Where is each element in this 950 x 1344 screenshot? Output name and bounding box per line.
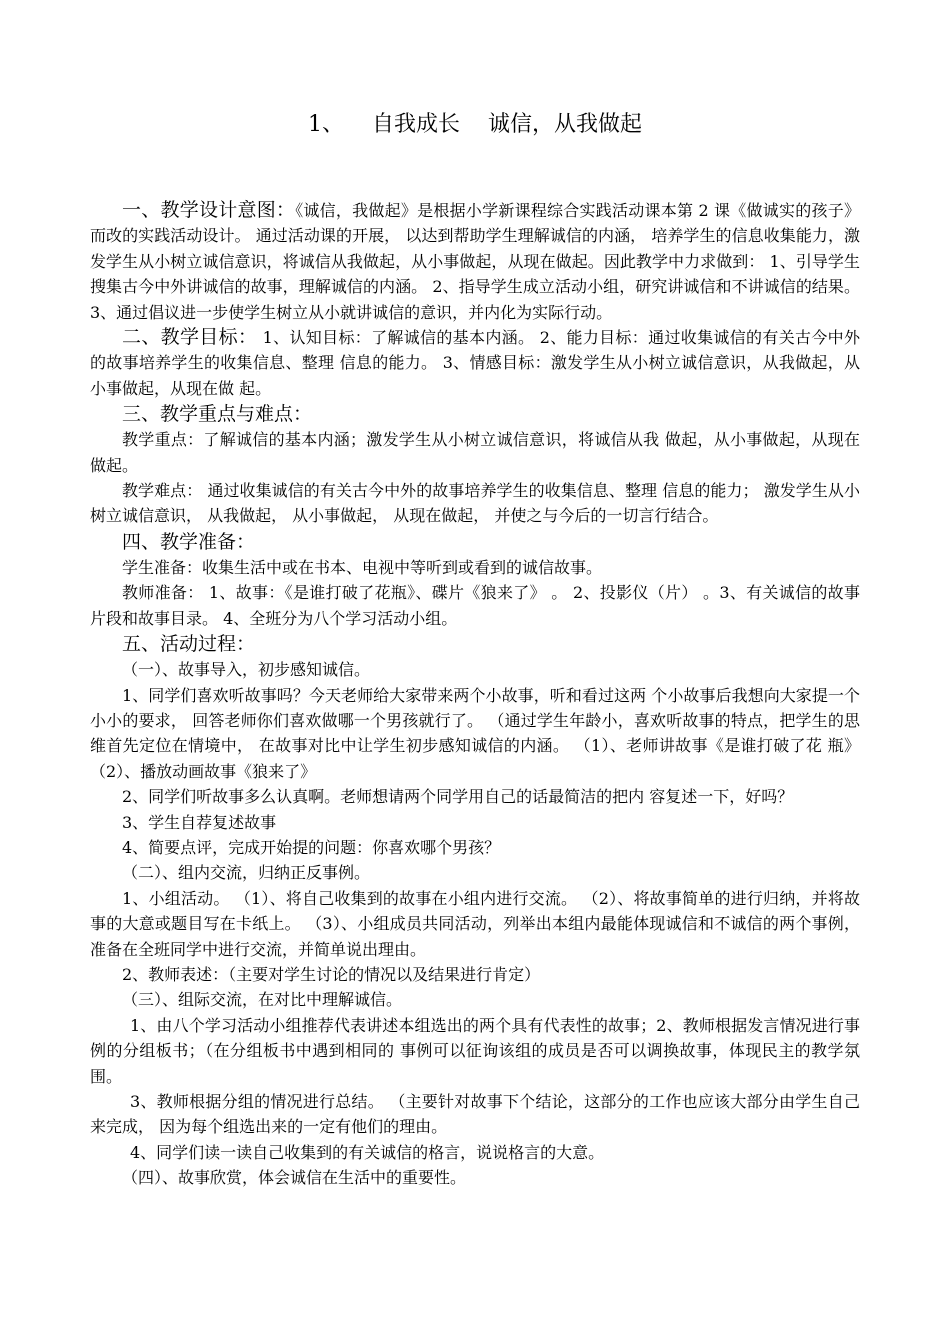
subsection-1-paragraph-3: 3、学生自荐复述故事 [122,812,277,832]
subsection-3-paragraph-1: 1、由八个学习活动小组推荐代表讲述本组选出的两个具有代表性的故事；2、教师根据发言情况进行事例的分组板书；（在分组板书中遇到相同的 事例可以征询该组的成员是否可以调换故事，体现民主的教学氛围。 [90,1015,860,1086]
subsection-3-paragraph-2: 3、教师根据分组的情况进行总结。 （主要针对故事下个结论，这部分的工作也应该大部分由学生自己来完成， 因为每个组选出来的一定有他们的理由。 [90,1092,860,1137]
section-5-heading: 五、活动过程： [122,633,256,656]
subsection-2-paragraph-1: 1、小组活动。 （1）、将自己收集到的故事在小组内进行交流。 （2）、将故事简单的进行归纳，并将故事的大意或题目写在卡纸上。 （3）、小组成员共同活动，列举出本组内最能体现诚信和不诚信的两个事例，准备在全班同学中进行交流，并简单说出理由。 [90,888,860,959]
document-body [90,198,860,1191]
section-1-heading: 一、教学设计意图： [122,199,296,221]
section-2-text: 1、认知目标：了解诚信的基本内涵。 2、能力目标：通过收集诚信的有关古今中外的故事培养学生的收集信息、整理 信息的能力。 3、情感目标：激发学生从小树立诚信意识，从我做起，从小事做起，从现在做 起。 [90,328,860,398]
section-4-heading: 四、教学准备： [122,530,256,553]
section-1-text: 《诚信，我做起》是根据小学新课程综合实践活动课本第 2 课《做诚实的孩子》 而改的实践活动设计。 通过活动课的开展， 以达到帮助学生理解诚信的内涵， 培养学生的信息收集能力，激发学生从小树立诚信意识，将诚信从我做起，从小事做起，从现在做起。因此教学中力求做到： 1、引导学生搜集古今中外讲诚信的故事，理解诚信的内涵。 2、指导学生成立活动小组，研究讲诚信和不讲诚信的结果。 3、通过倡议进一步使学生树立从小就讲诚信的意识，并内化为实际行动。 [90,201,860,322]
subsection-4-title: （四）、故事欣赏，体会诚信在生活中的重要性。 [122,1168,467,1188]
student-preparation-paragraph: 学生准备：收集生活中或在书本、电视中等听到或看到的诚信故事。 [122,557,603,577]
subsection-2-paragraph-2: 2、教师表述：（主要对学生讨论的情况以及结果进行肯定） [122,964,541,984]
teacher-preparation-paragraph: 教师准备： 1、故事：《是谁打破了花瓶》、碟片《狼来了》 。 2、投影仪（片） 。3、有关诚信的故事片段和故事目录。 4、全班分为八个学习活动小组。 [90,583,860,628]
section-2-heading: 二、教学目标： [122,326,258,349]
subsection-3-paragraph-3: 4、同学们读一读自己收集到的有关诚信的格言，说说格言的大意。 [130,1142,605,1162]
subsection-1-paragraph-1: 1、同学们喜欢听故事吗？今天老师给大家带来两个小故事，听和看过这两 个小故事后我想向大家提一个小小的要求， 回答老师你们喜欢做哪一个男孩就行了。 （通过学生年龄小，喜欢听故事的特点，把学生的思维首先定位在情境中， 在故事对比中让学生初步感知诚信的内涵。 （1）、老师讲故事《是谁打破了花 瓶》 （2）、播放动画故事《狼来了》 [90,685,860,781]
subsection-1-paragraph-2: 2、同学们听故事多么认真啊。老师想请两个同学用自己的话最简洁的把内 容复述一下，好吗？ [122,787,794,807]
section-3-heading: 三、教学重点与难点： [122,403,313,426]
difficult-points-paragraph: 教学难点： 通过收集诚信的有关古今中外的故事培养学生的收集信息、整理 信息的能力； 激发学生从小树立诚信意识， 从我做起， 从小事做起， 从现在做起， 并使之与今后的一切言行结合。 [90,481,860,526]
subsection-1-paragraph-4: 4、简要点评，完成开始提的问题：你喜欢哪个男孩？ [122,837,501,857]
section-2-paragraph [90,325,860,401]
document-title: 1、 自我成长 诚信，从我做起 [308,112,642,137]
subsection-1-title: （一）、故事导入，初步感知诚信。 [122,660,371,680]
subsection-2-title: （二）、组内交流，归纳正反事例。 [122,863,371,883]
subsection-3-title: （三）、组际交流，在对比中理解诚信。 [122,990,403,1010]
key-points-paragraph: 教学重点：了解诚信的基本内涵；激发学生从小树立诚信意识，将诚信从我 做起，从小事做起，从现在做起。 [90,430,860,475]
section-1-paragraph [90,198,860,325]
